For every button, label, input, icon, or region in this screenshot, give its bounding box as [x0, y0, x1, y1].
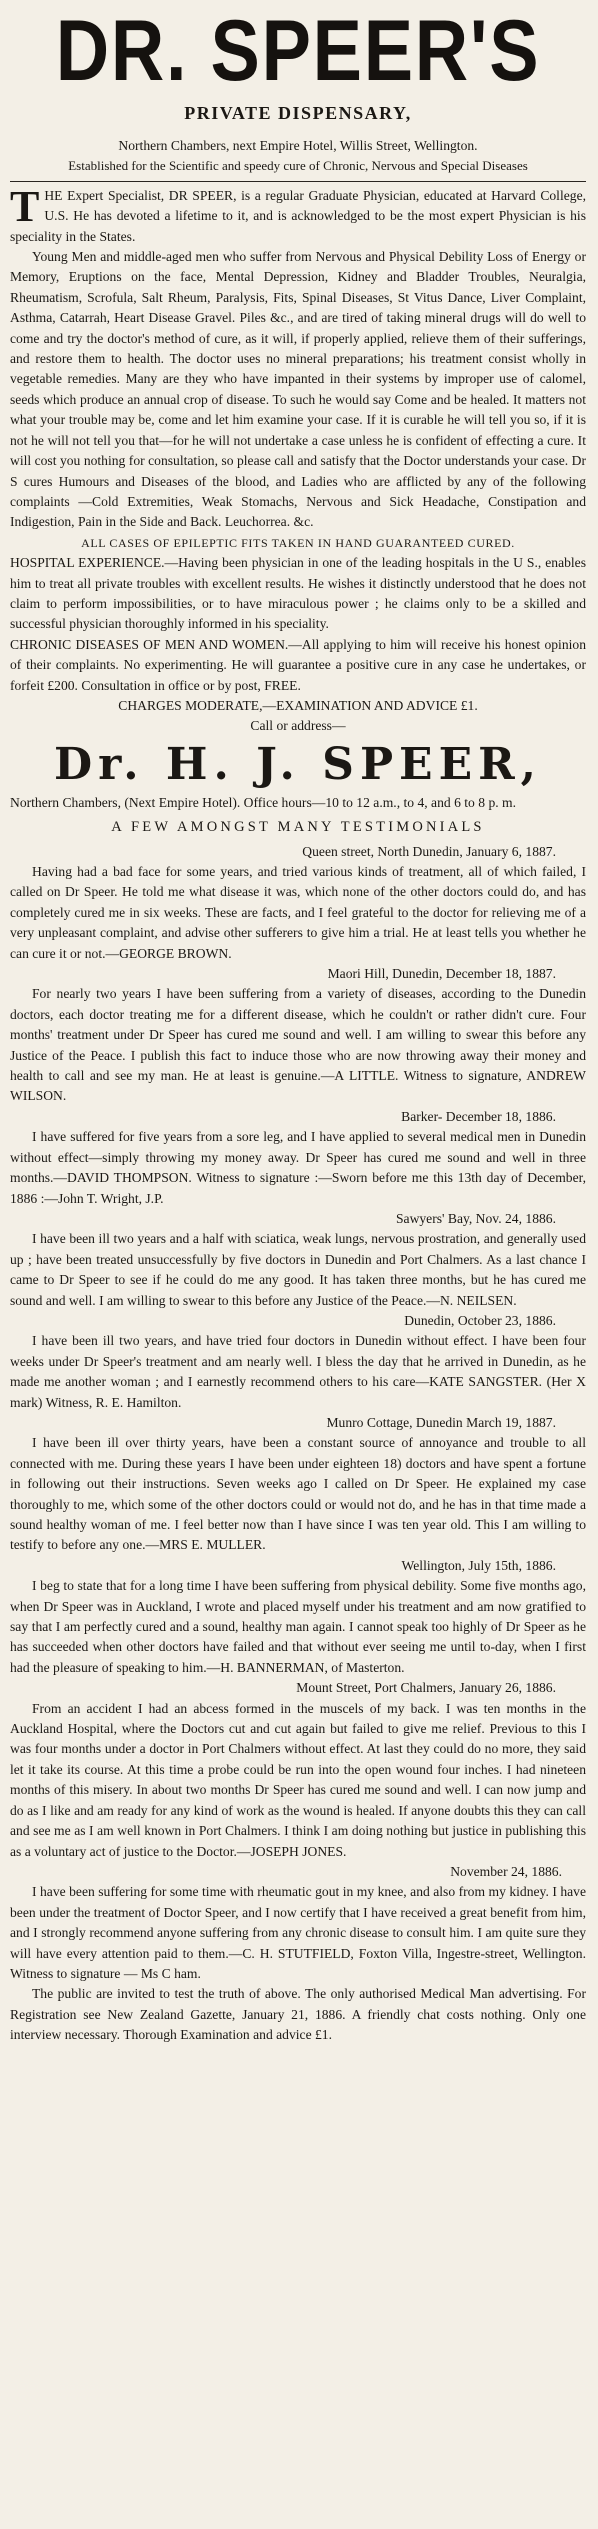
testimonial-item [10, 842, 586, 964]
drop-cap: T [10, 181, 40, 231]
closing-paragraph: The public are invited to test the truth of above. The only authorised Medical Man advertising. For Registration see New Zealand Gazette, January 21, 1886. A friendly chat costs nothing. Only one interview necessary. Thorough Examination and advice £1. [10, 1986, 586, 2043]
testimonial-place-date: Queen street, North Dunedin, January 6, 1887. [302, 843, 556, 859]
testimonial-place-date: Dunedin, October 23, 1886. [404, 1312, 556, 1328]
testimonial-item [10, 1556, 586, 1678]
intro-paragraph [10, 181, 586, 247]
establishment-line: Established for the Scientific and speedy cure of Chronic, Nervous and Special Diseases [68, 158, 528, 174]
office-hours: Northern Chambers, (Next Empire Hotel). Office hours—10 to 12 a.m., to 4, and 6 to 8 p. m. [10, 794, 517, 810]
testimonial-text: I have been ill over thirty years, have been a constant source of annoyance and trouble to all connected with me. During these years I have been under eighteen 18) doctors and have spent a fortune in following out their instructions. Seven weeks ago I called on Dr Speer. He explained my case thoroughly to me, which some of the other doctors could or would not do, and he has in that time made a sound healthy woman of me. I feel better now than I have since I was ten year old. This I am willing to testify to before any one.—MRS E. MULLER. [10, 1435, 586, 1553]
testimonial-text: I have been suffering for some time with rheumatic gout in my knee, and also from my kidney. I have been under the treatment of Doctor Speer, and I now certify that I have received a great benefit from him, and I strongly recommend anyone suffering from any chronic disease to consult him. I am quite sure they will have every attention paid to them.—C. H. STUTFIELD, Foxton Villa, Ingestre-street, Wellington. Witness to signature — Ms C ham. [10, 1884, 586, 1981]
testimonial-item [10, 1413, 586, 1556]
young-men-paragraph: Young Men and middle-aged men who suffer from Nervous and Physical Debility Loss of Energy or Memory, Eruptions on the face, Mental Depression, Kidney and Bladder Troubles, Neuralgia, Rheumatism, Scrofula, Salt Rheum, Paralysis, Fits, Spinal Diseases, St Vitus Dance, Liver Complaint, Asthma, Catarrah, Heart Disease Gravel. Piles &c., and are tired of taking mineral drugs will do well to come and try the doctor's method of cure, as it will, if properly applied, relieve them of their sufferings, and restore them to health. The doctor uses no mineral preparations; his treatment consist wholly in vegetable remedies. Many are they who have impanted in their systems by improper use of calomel, seeds which produce an annual crop of disease. To such he would say Come and be healed. It matters not what your trouble may be, come and let him examine your case. If it is curable he will tell you so, if it is not he will not tell you that—for he will not undertake a case unless he is confident of effecting a cure. It will cost you nothing for consultation, so please call and satisfy that the Doctor understands your case. Dr S cures Humours and Diseases of the blood, and Ladies who are afflicted by any of the following complaints —Cold Extremities, Weak Stomachs, Nervous and Sick Headache, Constipation and Indigestion, Pain in the Side and Back. Leuchorrea. &c. [10, 249, 586, 530]
intro-text: HE Expert Specialist, DR SPEER, is a regular Graduate Physician, educated at Harvard College, U.S. He has devoted a lifetime to it, and is acknowledged to be the most expert Physician is his speciality in the States. [10, 187, 586, 244]
testimonial-place-date: Barker- December 18, 1886. [401, 1108, 556, 1124]
testimonial-item [10, 1107, 586, 1209]
testimonial-place-date: Maori Hill, Dunedin, December 18, 1887. [327, 966, 556, 982]
testimonial-place-date: Mount Street, Port Chalmers, January 26, 1886. [296, 1680, 556, 1696]
call-or-address: Call or address— [250, 718, 346, 734]
testimonial-text: From an accident I had an abcess formed in the muscels of my back. I was ten months in the Auckland Hospital, where the Doctors cut and cut again but failed to give me relief. Previous to this I was four months under a doctor in Port Chalmers without effect. At last they could do no more, they said let it take its course. At this time a probe could be run into the open wound four inches. I had nineteen months of this misery. In about two months Dr Speer has cured me sound and well. I can now jump and do as I like and am ready for any kind of work as the wound is healed. If anyone doubts this they can call and see me as I am well known in Port Chalmers. I think I am doing nothing but justice in publishing this as a voluntary act of justice to the Doctor.—JOSEPH JONES. [10, 1700, 586, 1859]
testimonial-list [10, 842, 586, 1985]
advertisement-page [10, 4, 586, 2046]
masthead-title: DR. SPEER'S [55, 3, 541, 99]
testimonial-item [10, 1862, 586, 1984]
testimonial-text: I have suffered for five years from a sore leg, and I have applied to several medical men in Dunedin without effect—simply throwing my money away. Dr Speer has cured me sound and well in three months.—DAVID THOMPSON. Witness to signature :—Sworn before me this 13th day of December, 1886 :—John T. Wright, J.P. [10, 1129, 586, 1206]
doctor-name-heading: Dr. H. J. SPEER, [53, 738, 542, 790]
chronic-diseases-paragraph: CHRONIC DISEASES OF MEN AND WOMEN.—All applying to him will receive his honest opinion of their complaints. No experimenting. He will guarantee a positive cure in any case he undertakes, or forfeit £200. Consultation in office or by post, FREE. [10, 636, 586, 693]
divider [10, 181, 586, 182]
epileptic-notice: ALL CASES OF EPILEPTIC FITS TAKEN IN HAND GUARANTEED CURED. [81, 535, 515, 550]
subheading: PRIVATE DISPENSARY, [184, 103, 412, 123]
testimonial-text: For nearly two years I have been suffering from a variety of diseases, according to the Dunedin doctors, each doctor treating me for a different disease, which he couldn't or rather didn't cure. Four months' treatment under Dr Speer has cured me sound and well. I am willing to swear this before any Justice of the Peace. I publish this fact to induce those who are now throwing away their money and health to call and see my man. He at least is genuine.—A LITTLE. Witness to signature, ANDREW WILSON. [10, 986, 586, 1104]
testimonial-text: I beg to state that for a long time I have been suffering from physical debility. Some five months ago, when Dr Speer was in Auckland, I wrote and placed myself under his treatment and am now gratified to say that I am perfectly cured and a sound, healthy man again. I cannot speak too highly of Dr Speer as he has succeeded when other doctors have failed and that without ever seeing me until to-day, when I first had the pleasure of speaking to him.—H. BANNERMAN, of Masterton. [10, 1578, 586, 1675]
testimonial-item [10, 964, 586, 1107]
testimonial-text: Having had a bad face for some years, and tried various kinds of treatment, all of which failed, I called on Dr Speer. He told me what disease it was, which none of the other doctors could do, and has completely cured me in six weeks. These are facts, and I feel grateful to the doctor for relieving me of a very unpleasant complaint, and advise other sufferers to give him a trial. He at least tells you whether he can cure it or not.—GEORGE BROWN. [10, 864, 586, 961]
testimonial-place-date: Munro Cottage, Dunedin March 19, 1887. [326, 1414, 556, 1430]
testimonial-place-date: Sawyers' Bay, Nov. 24, 1886. [395, 1210, 556, 1226]
hospital-experience-paragraph: HOSPITAL EXPERIENCE.—Having been physician in one of the leading hospitals in the U S., enables him to treat all private troubles with excellent results. He wishes it distinctly understood that he does not claim to perform impossibilities, or to have miraculous power ; he claims only to be a skilled and successful physician thoroughly informed in his speciality. [10, 555, 586, 632]
testimonial-place-date: Wellington, July 15th, 1886. [401, 1557, 556, 1573]
testimonials-heading: A FEW AMONGST MANY TESTIMONIALS [111, 819, 485, 836]
dispensary-address: Northern Chambers, next Empire Hotel, Willis Street, Wellington. [118, 138, 478, 153]
testimonial-item [10, 1311, 586, 1413]
testimonial-place-date: November 24, 1886. [450, 1863, 562, 1879]
testimonial-text: I have been ill two years and a half with sciatica, weak lungs, nervous prostration, and generally used up ; have been treated unsuccessfully by five doctors in Dunedin and Port Chalmers. As a last chance I came to Dr Speer to see if he could do me any good. It has taken three months, but he has cured me sound and well. I am willing to swear to this before any Justice of the Peace.—N. NEILSEN. [10, 1231, 586, 1308]
testimonial-text: I have been ill two years, and have tried four doctors in Dunedin without effect. I have been four weeks under Dr Speer's treatment and am nearly well. I bless the day that he arrived in Dunedin, as he made me another woman ; and I earnestly recommend others to his care—KATE SANGSTER. (Her X mark) Witness, R. E. Hamilton. [10, 1333, 586, 1410]
testimonial-item [10, 1678, 586, 1862]
charges-line: CHARGES MODERATE,—EXAMINATION AND ADVICE £1. [118, 697, 478, 713]
testimonial-item [10, 1209, 586, 1311]
